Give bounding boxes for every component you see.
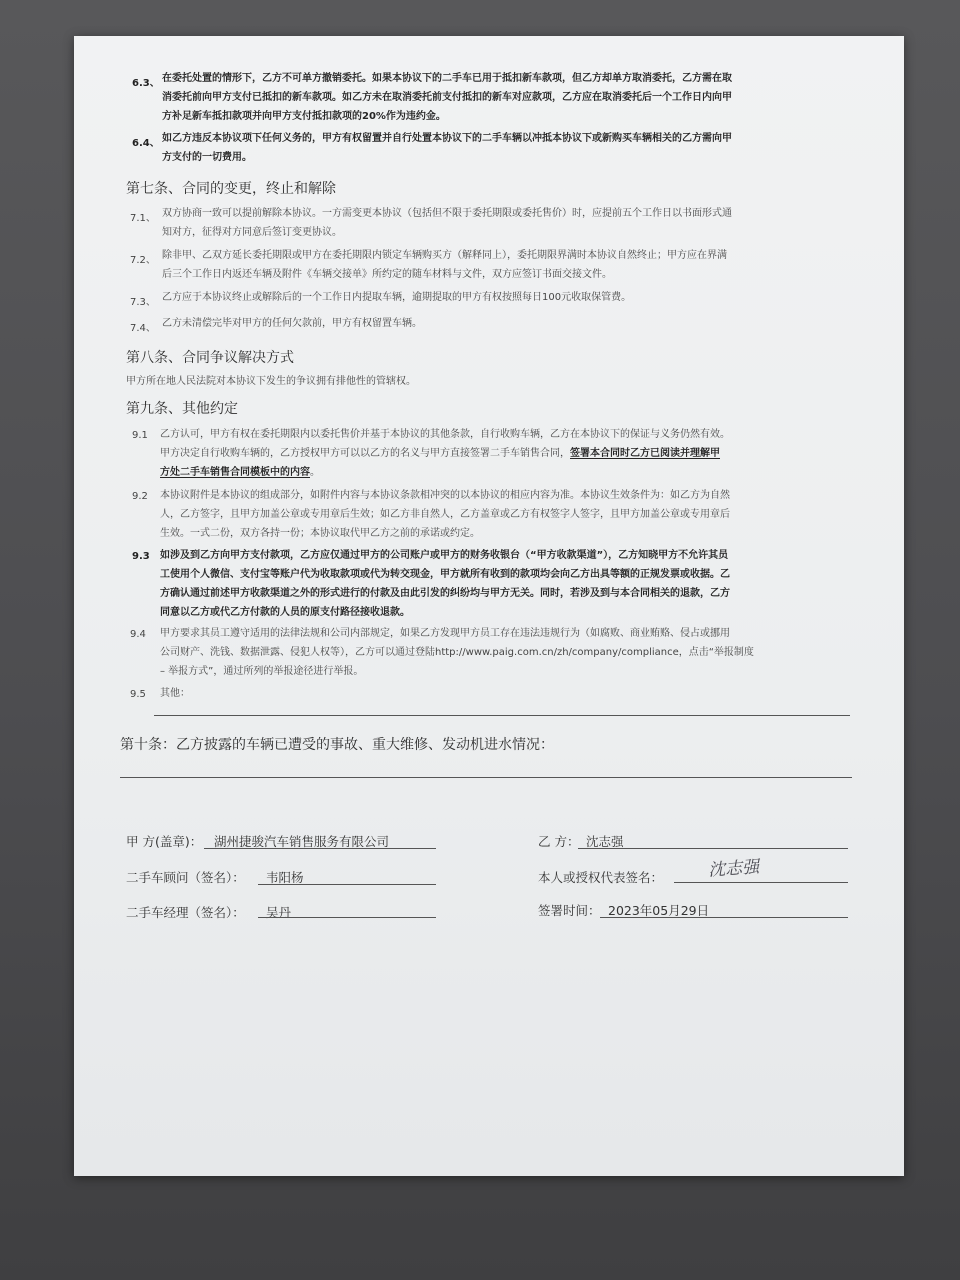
clause-number: 9.2 bbox=[132, 491, 148, 502]
party-a-label: 甲 方(盖章)： bbox=[126, 834, 203, 849]
disclosure-line bbox=[120, 777, 852, 778]
handwritten-signature: 沈志强 bbox=[707, 857, 760, 881]
clause-7-1: 双方协商一致可以提前解除本协议。一方需变更本协议（包括但不限于委托期限或委托售价）时，应提前五个工作日以书面形式通 知对方，征得对方同意后签订变更协议。 bbox=[162, 208, 732, 238]
section-8-title: 第八条、合同争议解决方式 bbox=[126, 350, 294, 366]
date-label: 签署时间： bbox=[538, 903, 601, 918]
clause-number: 9.1 bbox=[132, 430, 148, 441]
advisor-line bbox=[258, 884, 436, 885]
party-a-line bbox=[204, 848, 436, 849]
party-b-value: 沈志强 bbox=[586, 834, 624, 849]
date-line bbox=[600, 917, 848, 918]
clause-number: 6.4、 bbox=[132, 138, 160, 149]
party-b-line bbox=[578, 848, 848, 849]
section-8-text: 甲方所在地人民法院对本协议下发生的争议拥有排他性的管辖权。 bbox=[126, 376, 416, 387]
acknowledgement-text: 方处二手车销售合同模板中的内容 bbox=[160, 467, 310, 478]
clause-7-4: 乙方未清偿完毕对甲方的任何欠款前，甲方有权留置车辆。 bbox=[162, 318, 422, 329]
clause-7-2: 除非甲、乙双方延长委托期限或甲方在委托期限内锁定车辆购买方（解释同上），委托期限界满时本协议自然终止；甲方应在界满 后三个工作日内返还车辆及附件《车辆交接单》所约定的随车材料与文件，双方应签订书面交接文件。 bbox=[162, 250, 727, 280]
party-a-value: 湖州捷骏汽车销售服务有限公司 bbox=[214, 834, 390, 849]
acknowledgement-text: 签署本合同时乙方已阅读并理解甲 bbox=[570, 448, 720, 459]
party-b-label: 乙 方： bbox=[538, 834, 580, 849]
clause-number: 7.2、 bbox=[130, 255, 156, 266]
advisor-value: 韦阳杨 bbox=[266, 870, 304, 885]
clause-number: 7.4、 bbox=[130, 323, 156, 334]
clause-7-3: 乙方应于本协议终止或解除后的一个工作日内提取车辆，逾期提取的甲方有权按照每日100元收取保管费。 bbox=[162, 292, 632, 303]
manager-line bbox=[258, 917, 436, 918]
section-7-title: 第七条、合同的变更，终止和解除 bbox=[126, 181, 336, 197]
rep-line bbox=[674, 882, 848, 883]
section-9-title: 第九条、其他约定 bbox=[126, 401, 238, 417]
clause-6-3: 在委托处置的情形下，乙方不可单方撤销委托。如果本协议下的二手车已用于抵扣新车款项，但乙方却单方取消委托，乙方需在取 消委托前向甲方支付已抵扣的新车款项。如乙方未在取消委托前支付抵扣的新车对应款项，乙方应在取消委托后一个工作日内向甲 方补足新车抵扣款项并向甲方支付抵扣款项的20%作为违约金。 bbox=[162, 73, 732, 122]
date-value: 2023年05月29日 bbox=[608, 903, 710, 918]
clause-9-5-label: 其他： bbox=[160, 688, 190, 699]
clause-number: 6.3、 bbox=[132, 78, 160, 89]
clause-9-1: 乙方认可，甲方有权在委托期限内以委托售价并基于本协议的其他条款，自行收购车辆，乙方在本协议下的保证与义务仍然有效。 甲方决定自行收购车辆的，乙方授权甲方可以以乙方的名义与甲方直接签署二手车销售合同，签署本合同时乙方已阅读并理解甲 方处二手车销售合同模板中的内容。 bbox=[160, 429, 730, 478]
manager-label: 二手车经理（签名）： bbox=[126, 905, 245, 920]
clause-9-4: 甲方要求其员工遵守适用的法律法规和公司内部规定，如果乙方发现甲方员工存在违法违规行为（如腐败、商业贿赂、侵占或挪用 公司财产、洗钱、数据泄露、侵犯人权等），乙方可以通过登陆http://www.paig.com.cn/zh/company/compliance，点击“举报制度 – 举报方式”，通过所列的举报途径进行举报。 bbox=[160, 628, 754, 677]
section-10-title: 第十条：乙方披露的车辆已遭受的事故、重大维修、发动机进水情况： bbox=[120, 737, 554, 753]
clause-number: 7.1、 bbox=[130, 213, 156, 224]
clause-number: 9.3 bbox=[132, 551, 150, 562]
clause-number: 7.3、 bbox=[130, 297, 156, 308]
manager-value: 吴丹 bbox=[266, 905, 292, 920]
rep-label: 本人或授权代表签名： bbox=[538, 870, 664, 885]
clause-number: 9.5 bbox=[130, 689, 146, 700]
other-agreement-line bbox=[154, 715, 850, 716]
clause-9-2: 本协议附件是本协议的组成部分，如附件内容与本协议条款相冲突的以本协议的相应内容为准。本协议生效条件为：如乙方为自然 人，乙方签字，且甲方加盖公章或专用章后生效；如乙方非自然人，乙方盖章或乙方有权签字人签字，且甲方加盖公章或专用章后 生效。一式二份，双方各持一份；本协议取代甲乙方之前的承诺或约定。 bbox=[160, 490, 730, 539]
advisor-label: 二手车顾问（签名）： bbox=[126, 870, 245, 885]
clause-number: 9.4 bbox=[130, 629, 146, 640]
contract-page bbox=[74, 36, 904, 1176]
clause-6-4: 如乙方违反本协议项下任何义务的，甲方有权留置并自行处置本协议下的二手车辆以冲抵本协议下或新购买车辆相关的乙方需向甲 方支付的一切费用。 bbox=[162, 133, 732, 163]
clause-9-3: 如涉及到乙方向甲方支付款项，乙方应仅通过甲方的公司账户或甲方的财务收银台（“甲方收款渠道”），乙方知晓甲方不允许其员 工使用个人微信、支付宝等账户代为收取款项或代为转交现金，甲方就所有收到的款项均会向乙方出具等额的正规发票或收据。乙 方确认通过前述甲方收款渠道之外的形式进行的付款及由此引发的纠纷均与甲方无关。同时，若涉及到与本合同相关的退款，乙方 同意以乙方或代乙方付款的人员的原支付路径接收退款。 bbox=[160, 550, 730, 618]
